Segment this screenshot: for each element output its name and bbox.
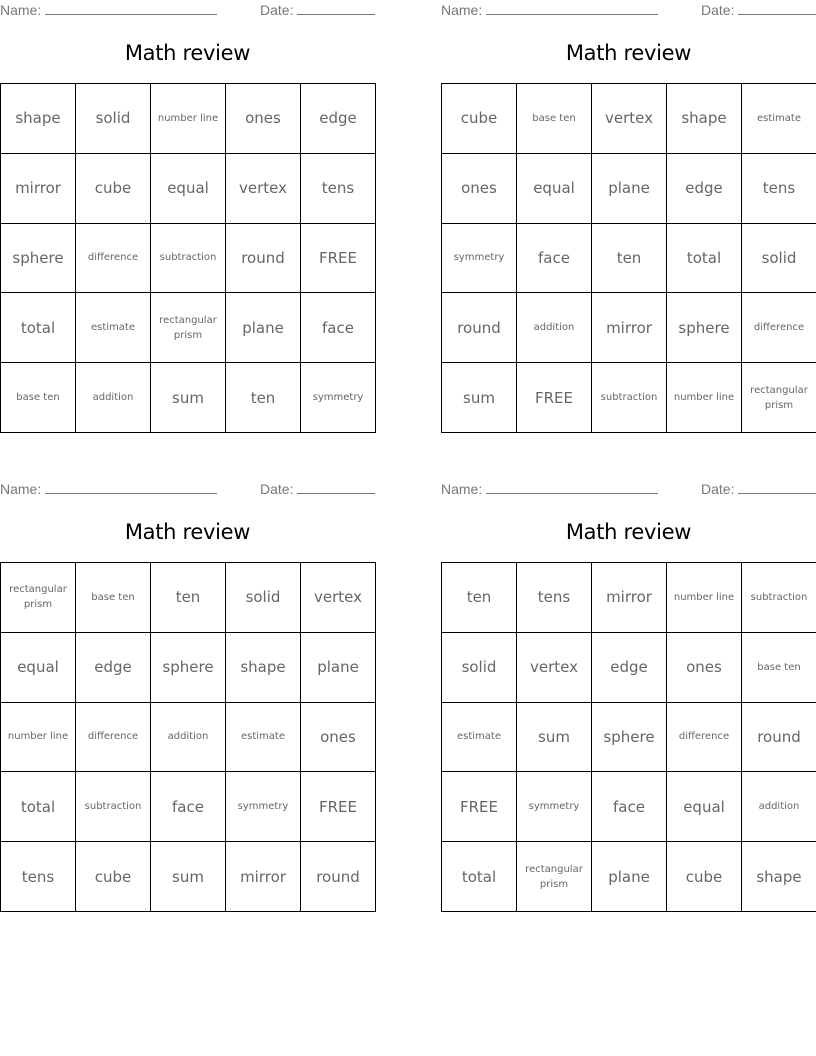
bingo-cell: total: [1, 772, 76, 842]
bingo-cell: solid: [742, 223, 816, 293]
bingo-cell: subtraction: [592, 363, 667, 433]
date-label: Date:: [701, 481, 735, 497]
bingo-cell: vertex: [517, 632, 592, 702]
name-label: Name:: [441, 2, 483, 18]
grid-row: [1, 363, 376, 433]
bingo-cell: difference: [76, 702, 151, 772]
bingo-cell: tens: [301, 153, 376, 223]
bingo-cell: solid: [76, 84, 151, 154]
bingo-cell: shape: [667, 84, 742, 154]
grid-row: [1, 632, 376, 702]
bingo-cell: face: [301, 293, 376, 363]
grid-row: [442, 772, 816, 842]
bingo-cell: subtraction: [76, 772, 151, 842]
bingo-cell: tens: [517, 563, 592, 633]
bingo-cell: symmetry: [442, 223, 517, 293]
name-blank-line: [45, 481, 217, 494]
bingo-cell: sum: [442, 363, 517, 433]
grid-row: [1, 563, 376, 633]
bingo-cell: difference: [667, 702, 742, 772]
bingo-cell: cube: [76, 153, 151, 223]
bingo-cell: vertex: [301, 563, 376, 633]
grid-row: [1, 702, 376, 772]
grid-row: [1, 293, 376, 363]
name-field: [441, 2, 658, 18]
bingo-cell: shape: [226, 632, 301, 702]
card-header: [441, 479, 816, 499]
bingo-cell: number line: [667, 363, 742, 433]
bingo-cell: ones: [301, 702, 376, 772]
bingo-cell: edge: [592, 632, 667, 702]
bingo-cell: sum: [151, 842, 226, 912]
bingo-cell: difference: [76, 223, 151, 293]
card-header: [0, 0, 375, 20]
bingo-cell: sphere: [1, 223, 76, 293]
date-blank-line: [738, 481, 816, 494]
bingo-cell: FREE: [442, 772, 517, 842]
name-label: Name:: [441, 481, 483, 497]
bingo-cell: number line: [151, 84, 226, 154]
bingo-cell: equal: [517, 153, 592, 223]
bingo-cell: cube: [667, 842, 742, 912]
bingo-cell: subtraction: [151, 223, 226, 293]
card-title: Math review: [124, 41, 251, 65]
grid-row: [1, 842, 376, 912]
bingo-cell: difference: [742, 293, 816, 363]
bingo-cell: solid: [226, 563, 301, 633]
bingo-cell: solid: [442, 632, 517, 702]
bingo-cell: FREE: [301, 223, 376, 293]
bingo-cell: rectangular prism: [151, 293, 226, 363]
bingo-cell: edge: [667, 153, 742, 223]
bingo-cell: plane: [226, 293, 301, 363]
grid-row: [442, 223, 816, 293]
bingo-grid: [0, 83, 376, 433]
bingo-cell: ones: [442, 153, 517, 223]
grid-row: [442, 84, 816, 154]
grid-row: [1, 153, 376, 223]
bingo-cell: base ten: [1, 363, 76, 433]
bingo-cell: subtraction: [742, 563, 816, 633]
grid-row: [442, 632, 816, 702]
bingo-cell: mirror: [592, 293, 667, 363]
name-field: [0, 481, 217, 497]
bingo-cell: addition: [517, 293, 592, 363]
bingo-grid: [441, 562, 816, 912]
grid-row: [1, 223, 376, 293]
bingo-cell: equal: [667, 772, 742, 842]
bingo-cell: base ten: [742, 632, 816, 702]
bingo-cell: sphere: [667, 293, 742, 363]
bingo-cell: mirror: [1, 153, 76, 223]
bingo-cell: mirror: [592, 563, 667, 633]
bingo-cell: mirror: [226, 842, 301, 912]
grid-row: [1, 772, 376, 842]
bingo-cell: estimate: [76, 293, 151, 363]
card-title: Math review: [124, 520, 251, 544]
bingo-cell: plane: [592, 842, 667, 912]
bingo-cell: symmetry: [301, 363, 376, 433]
bingo-cell: vertex: [226, 153, 301, 223]
bingo-cell: cube: [442, 84, 517, 154]
bingo-cell: number line: [667, 563, 742, 633]
bingo-cell: sum: [151, 363, 226, 433]
bingo-cell: vertex: [592, 84, 667, 154]
bingo-cell: total: [667, 223, 742, 293]
card-header: [441, 0, 816, 20]
bingo-cell: FREE: [517, 363, 592, 433]
date-blank-line: [297, 481, 375, 494]
grid-row: [442, 363, 816, 433]
bingo-cell: estimate: [226, 702, 301, 772]
bingo-cell: estimate: [742, 84, 816, 154]
grid-row: [1, 84, 376, 154]
bingo-grid: [0, 562, 376, 912]
bingo-cell: addition: [151, 702, 226, 772]
bingo-cell: tens: [1, 842, 76, 912]
bingo-cell: face: [592, 772, 667, 842]
bingo-cell: symmetry: [226, 772, 301, 842]
bingo-cell: tens: [742, 153, 816, 223]
bingo-cell: round: [226, 223, 301, 293]
grid-row: [442, 842, 816, 912]
date-blank-line: [297, 2, 375, 15]
name-field: [441, 481, 658, 497]
date-field: [260, 2, 375, 18]
bingo-cell: round: [301, 842, 376, 912]
bingo-cell: face: [517, 223, 592, 293]
card-title: Math review: [565, 41, 692, 65]
bingo-cell: plane: [592, 153, 667, 223]
date-label: Date:: [701, 2, 735, 18]
bingo-cell: ten: [226, 363, 301, 433]
bingo-cell: total: [442, 842, 517, 912]
bingo-cell: sphere: [151, 632, 226, 702]
date-label: Date:: [260, 2, 294, 18]
bingo-grid: [441, 83, 816, 433]
bingo-cell: face: [151, 772, 226, 842]
name-blank-line: [486, 481, 658, 494]
bingo-cell: equal: [151, 153, 226, 223]
bingo-cell: plane: [301, 632, 376, 702]
bingo-cell: ten: [442, 563, 517, 633]
bingo-cell: ones: [667, 632, 742, 702]
bingo-cell: sum: [517, 702, 592, 772]
bingo-cell: total: [1, 293, 76, 363]
date-blank-line: [738, 2, 816, 15]
grid-row: [442, 702, 816, 772]
date-field: [701, 2, 816, 18]
name-label: Name:: [0, 2, 42, 18]
date-field: [260, 481, 375, 497]
card-header: [0, 479, 375, 499]
bingo-cell: shape: [742, 842, 816, 912]
bingo-cell: addition: [76, 363, 151, 433]
bingo-cell: rectangular prism: [517, 842, 592, 912]
bingo-cell: rectangular prism: [742, 363, 816, 433]
name-blank-line: [45, 2, 217, 15]
bingo-cell: edge: [76, 632, 151, 702]
bingo-cell: ten: [592, 223, 667, 293]
bingo-cell: sphere: [592, 702, 667, 772]
card-title: Math review: [565, 520, 692, 544]
bingo-cell: base ten: [76, 563, 151, 633]
bingo-cell: rectangular prism: [1, 563, 76, 633]
name-label: Name:: [0, 481, 42, 497]
bingo-cell: round: [742, 702, 816, 772]
bingo-cell: addition: [742, 772, 816, 842]
bingo-cell: number line: [1, 702, 76, 772]
bingo-cell: estimate: [442, 702, 517, 772]
bingo-cell: ten: [151, 563, 226, 633]
grid-row: [442, 293, 816, 363]
grid-row: [442, 563, 816, 633]
bingo-cell: edge: [301, 84, 376, 154]
bingo-cell: symmetry: [517, 772, 592, 842]
bingo-cell: base ten: [517, 84, 592, 154]
bingo-cell: shape: [1, 84, 76, 154]
bingo-cell: FREE: [301, 772, 376, 842]
name-blank-line: [486, 2, 658, 15]
name-field: [0, 2, 217, 18]
grid-row: [442, 153, 816, 223]
bingo-cell: equal: [1, 632, 76, 702]
date-label: Date:: [260, 481, 294, 497]
date-field: [701, 481, 816, 497]
bingo-cell: ones: [226, 84, 301, 154]
bingo-cell: round: [442, 293, 517, 363]
bingo-cell: cube: [76, 842, 151, 912]
